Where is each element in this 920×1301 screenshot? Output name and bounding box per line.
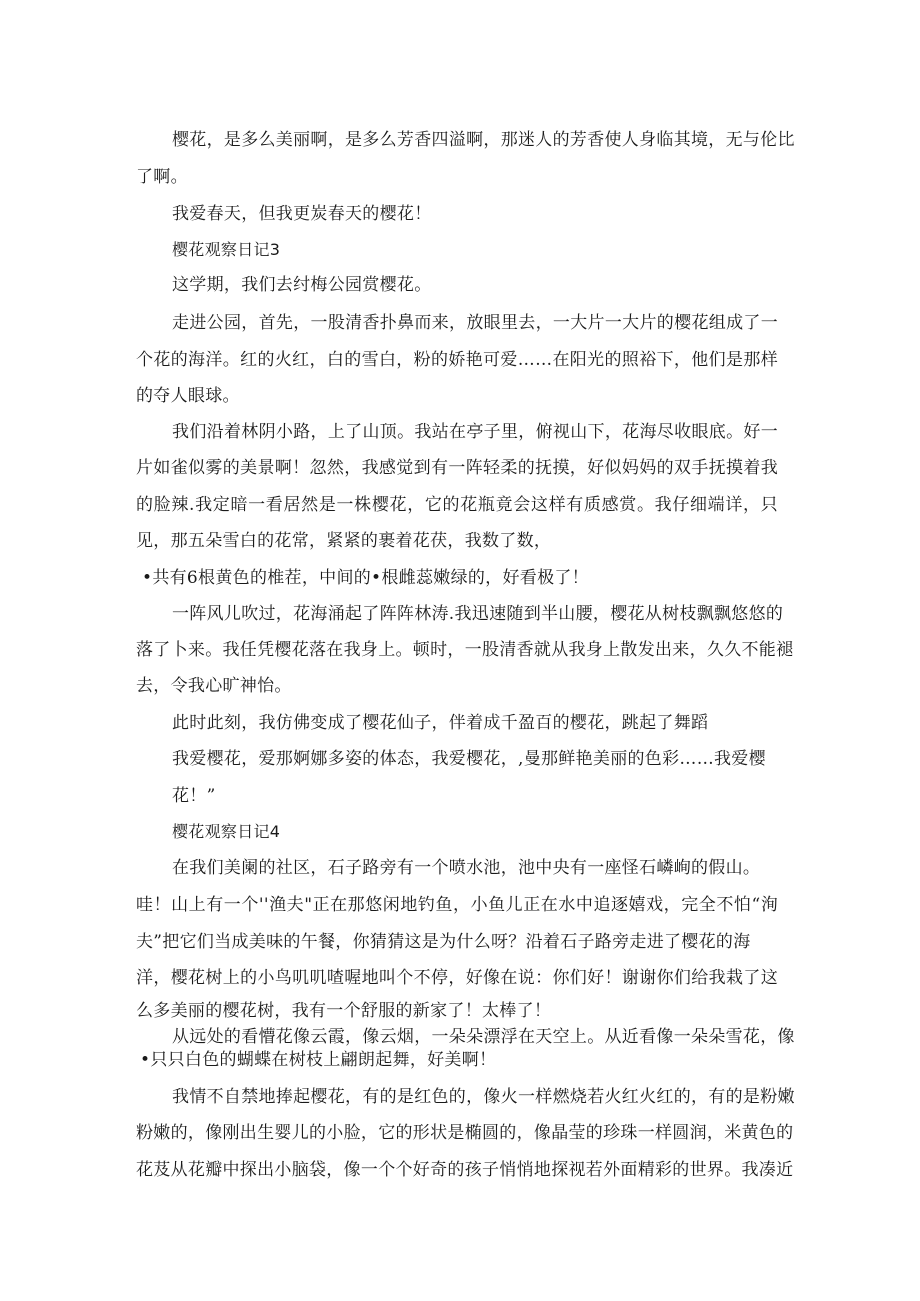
paragraph-line: 我爱春天，但我更炭春天的樱花！ bbox=[172, 204, 432, 224]
paragraph-line: 此时此刻，我仿佛变成了樱花仙子，伴着成千盈百的樱花，跳起了舞蹈 bbox=[172, 713, 709, 733]
paragraph-line: 一阵风儿吹过，花海涌起了阵阵林涛.我迅速随到半山腰，樱花从树枝飘飘悠悠的 bbox=[172, 604, 784, 624]
paragraph-line: 粉嫩的，像刚出生婴儿的小脸，它的形状是椭圆的，像晶莹的珍珠一样圆润，米黄色的 bbox=[136, 1123, 794, 1143]
paragraph-line: 樱花，是多么美丽啊，是多么芳香四溢啊，那迷人的芳香使人身临其境，无与伦比 bbox=[172, 130, 795, 150]
paragraph-line: 花芨从花瓣中探出小脑袋，像一个个好奇的孩子悄悄地探视若外面精彩的世界。我凑近 bbox=[136, 1160, 794, 1180]
paragraph-line: 从远处的看懵花像云霞，像云烟，一朵朵漂浮在天空上。从近看像一朵朵雪花，像 bbox=[172, 1027, 795, 1047]
paragraph-line: 哇！山上有一个''渔夫"正在那悠闲地钓鱼，小鱼儿正在水中追逐嬉戏，完全不怕“洵 bbox=[136, 895, 778, 915]
paragraph-line: 这学期，我们去纣梅公园赏樱花。 bbox=[172, 275, 432, 295]
paragraph-line: 我们沿着林阴小路，上了山顶。我站在亭子里，俯视山下，花海尽收眼底。好一 bbox=[172, 422, 778, 442]
paragraph-line: 夫”把它们当成美味的午餐，你猜猜这是为什么呀？沿着石子路旁走进了樱花的海 bbox=[136, 932, 751, 952]
paragraph-line: 见，那五朵雪白的花常，紧紧的裹着花茯，我数了数， bbox=[136, 531, 552, 551]
paragraph-line: 的脸辣.我定暗一看居然是一株樱花，它的花瓶竟会这样有质感赏。我仔细端详，只 bbox=[136, 495, 778, 515]
paragraph-line: 落了卜来。我任凭樱花落在我身上。顿时，一股清香就从我身上散发出来，久久不能褪 bbox=[136, 640, 794, 660]
paragraph-line: 片如雀似雾的美景啊！忽然，我感觉到有一阵轻柔的抚摸，好似妈妈的双手抚摸着我 bbox=[136, 458, 778, 478]
paragraph-line: 了啊。 bbox=[136, 167, 188, 187]
section-heading: 樱花观察日记4 bbox=[172, 822, 281, 841]
paragraph-line: 个花的海洋。红的火红，白的雪白，粉的娇艳可爱……在阳光的照裕下，他们是那样 bbox=[136, 350, 778, 370]
section-heading: 樱花观察日记3 bbox=[172, 240, 281, 259]
paragraph-line: 去，令我心旷神怡。 bbox=[136, 676, 292, 696]
paragraph-line: •只只白色的蝴蝶在树枝上翩朗起舞，好美啊！ bbox=[140, 1050, 497, 1070]
paragraph-line: 我情不自禁地捧起樱花，有的是红色的，像火一样燃烧若火红火红的，有的是粉嫩 bbox=[172, 1087, 795, 1107]
paragraph-line: 花！” bbox=[172, 786, 216, 806]
paragraph-line: •共有6根黄色的椎茬，中间的•根雌蕊嫩绿的，好看极了！ bbox=[142, 568, 589, 588]
paragraph-line: 的夺人眼球。 bbox=[136, 386, 240, 406]
paragraph-line: 我爱樱花，爱那婀娜多姿的体态，我爱樱花，,曼那鲜艳美丽的色彩……我爱樱 bbox=[172, 749, 766, 769]
paragraph-line: 走进公园，首先，一股清香扑鼻而来，放眼里去，一大片一大片的樱花组成了一 bbox=[172, 313, 778, 333]
paragraph-line: 洋，樱花树上的小鸟叽叽喳喔地叫个不停，好像在说：你们好！谢谢你们给我栽了这 bbox=[136, 968, 778, 988]
paragraph-line: 在我们美阑的社区，石子路旁有一个喷水池，池中央有一座怪石嶙峋的假山。 bbox=[172, 858, 761, 878]
paragraph-line: 么多美丽的樱花树，我有一个舒服的新家了！太棒了！ bbox=[136, 1001, 552, 1021]
